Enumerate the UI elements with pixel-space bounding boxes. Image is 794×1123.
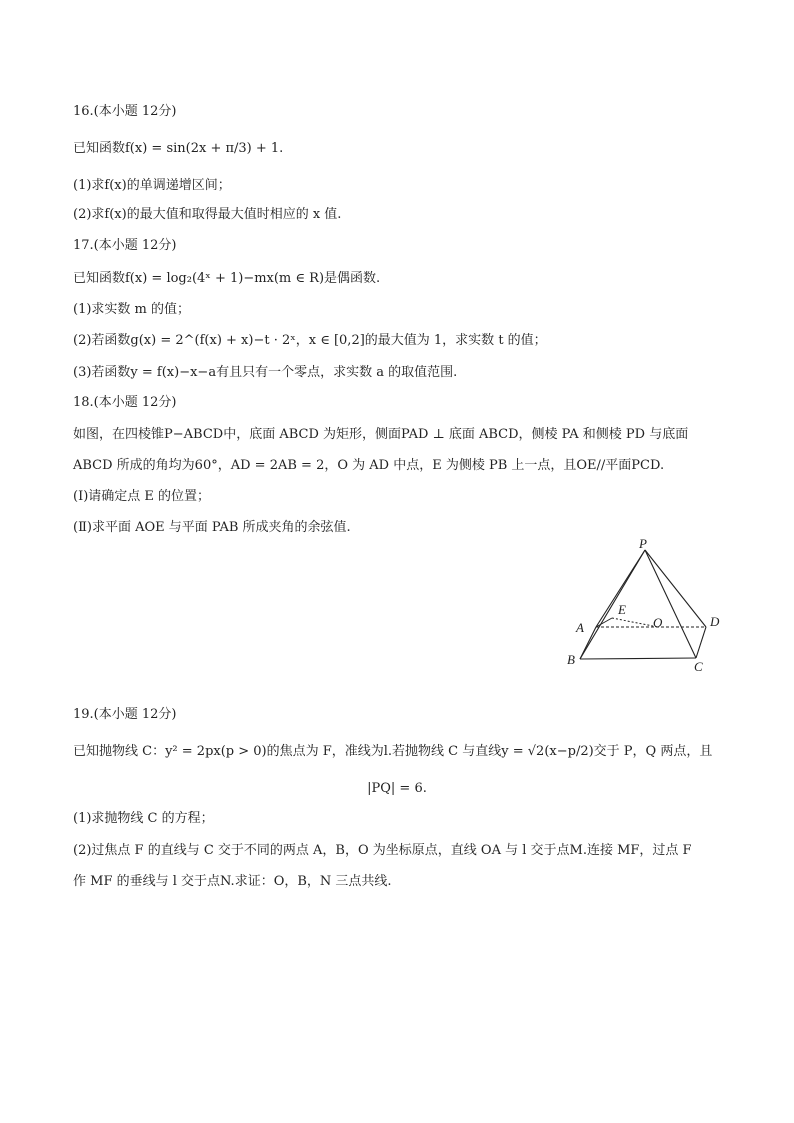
q18-part2: (Ⅱ)求平面 AOE 与平面 PAB 所成夹角的余弦值.: [73, 520, 351, 535]
q16-part1: (1)求f(x)的单调递增区间；: [73, 178, 231, 193]
q19-part2-line2: 作 MF 的垂线与 l 交于点N.求证：O，B，N 三点共线.: [73, 874, 392, 889]
q17-part1: (1)求实数 m 的值；: [73, 302, 191, 317]
label-C: C: [694, 659, 703, 674]
label-B: B: [567, 652, 575, 667]
q17-header: 17.(本小题 12分): [73, 238, 177, 253]
segment-EO-hidden: [612, 618, 658, 627]
q17-part2: (2)若函数g(x) = 2^(f(x) + x)−t · 2ˣ，x ∈ [0,2]的最大值为 1，求实数 t 的值；: [73, 333, 547, 348]
q19-part2-line1: (2)过焦点 F 的直线与 C 交于不同的两点 A，B，O 为坐标原点，直线 OA 与 l 交于点M.连接 MF，过点 F: [73, 843, 692, 858]
q19-stem-line1: 已知抛物线 C：y² = 2px(p > 0)的焦点为 F，准线为l.若抛物线 C 与直线y = √2(x−p/2)交于 P，Q 两点，且: [73, 744, 713, 759]
edge-CD: [696, 627, 706, 658]
q18-part1: (Ⅰ)请确定点 E 的位置；: [73, 489, 211, 504]
label-E: E: [618, 602, 626, 617]
edge-PB: [580, 550, 645, 659]
q19-stem-line2: |PQ| = 6.: [367, 781, 427, 796]
edge-BC: [580, 658, 696, 659]
q16-header: 16.(本小题 12分): [73, 104, 177, 119]
q17-stem: 已知函数f(x) = log₂(4ˣ + 1)−mx(m ∈ R)是偶函数.: [73, 271, 381, 286]
label-P: P: [639, 538, 647, 551]
q18-header: 18.(本小题 12分): [73, 395, 177, 410]
q19-part1: (1)求抛物线 C 的方程；: [73, 811, 214, 826]
q18-stem-line1: 如图，在四棱锥P−ABCD中，底面 ABCD 为矩形，侧面PAD ⊥ 底面 ABCD，侧棱 PA 和侧棱 PD 与底面: [73, 427, 689, 442]
q19-header: 19.(本小题 12分): [73, 707, 177, 722]
q16-part2: (2)求f(x)的最大值和取得最大值时相应的 x 值.: [73, 207, 342, 222]
pyramid-diagram: [560, 538, 730, 678]
pyramid-figure: [560, 538, 730, 678]
label-D: D: [710, 614, 720, 629]
label-A: A: [576, 620, 584, 635]
q18-stem-line2: ABCD 所成的角均为60°，AD = 2AB = 2，O 为 AD 中点，E 为侧棱 PB 上一点，且OE//平面PCD.: [73, 458, 665, 473]
label-O: O: [653, 615, 663, 630]
q17-part3: (3)若函数y = f(x)−x−a有且只有一个零点，求实数 a 的取值范围.: [73, 365, 458, 380]
q16-stem: 已知函数f(x) = sin(2x + π/3) + 1.: [73, 141, 284, 156]
